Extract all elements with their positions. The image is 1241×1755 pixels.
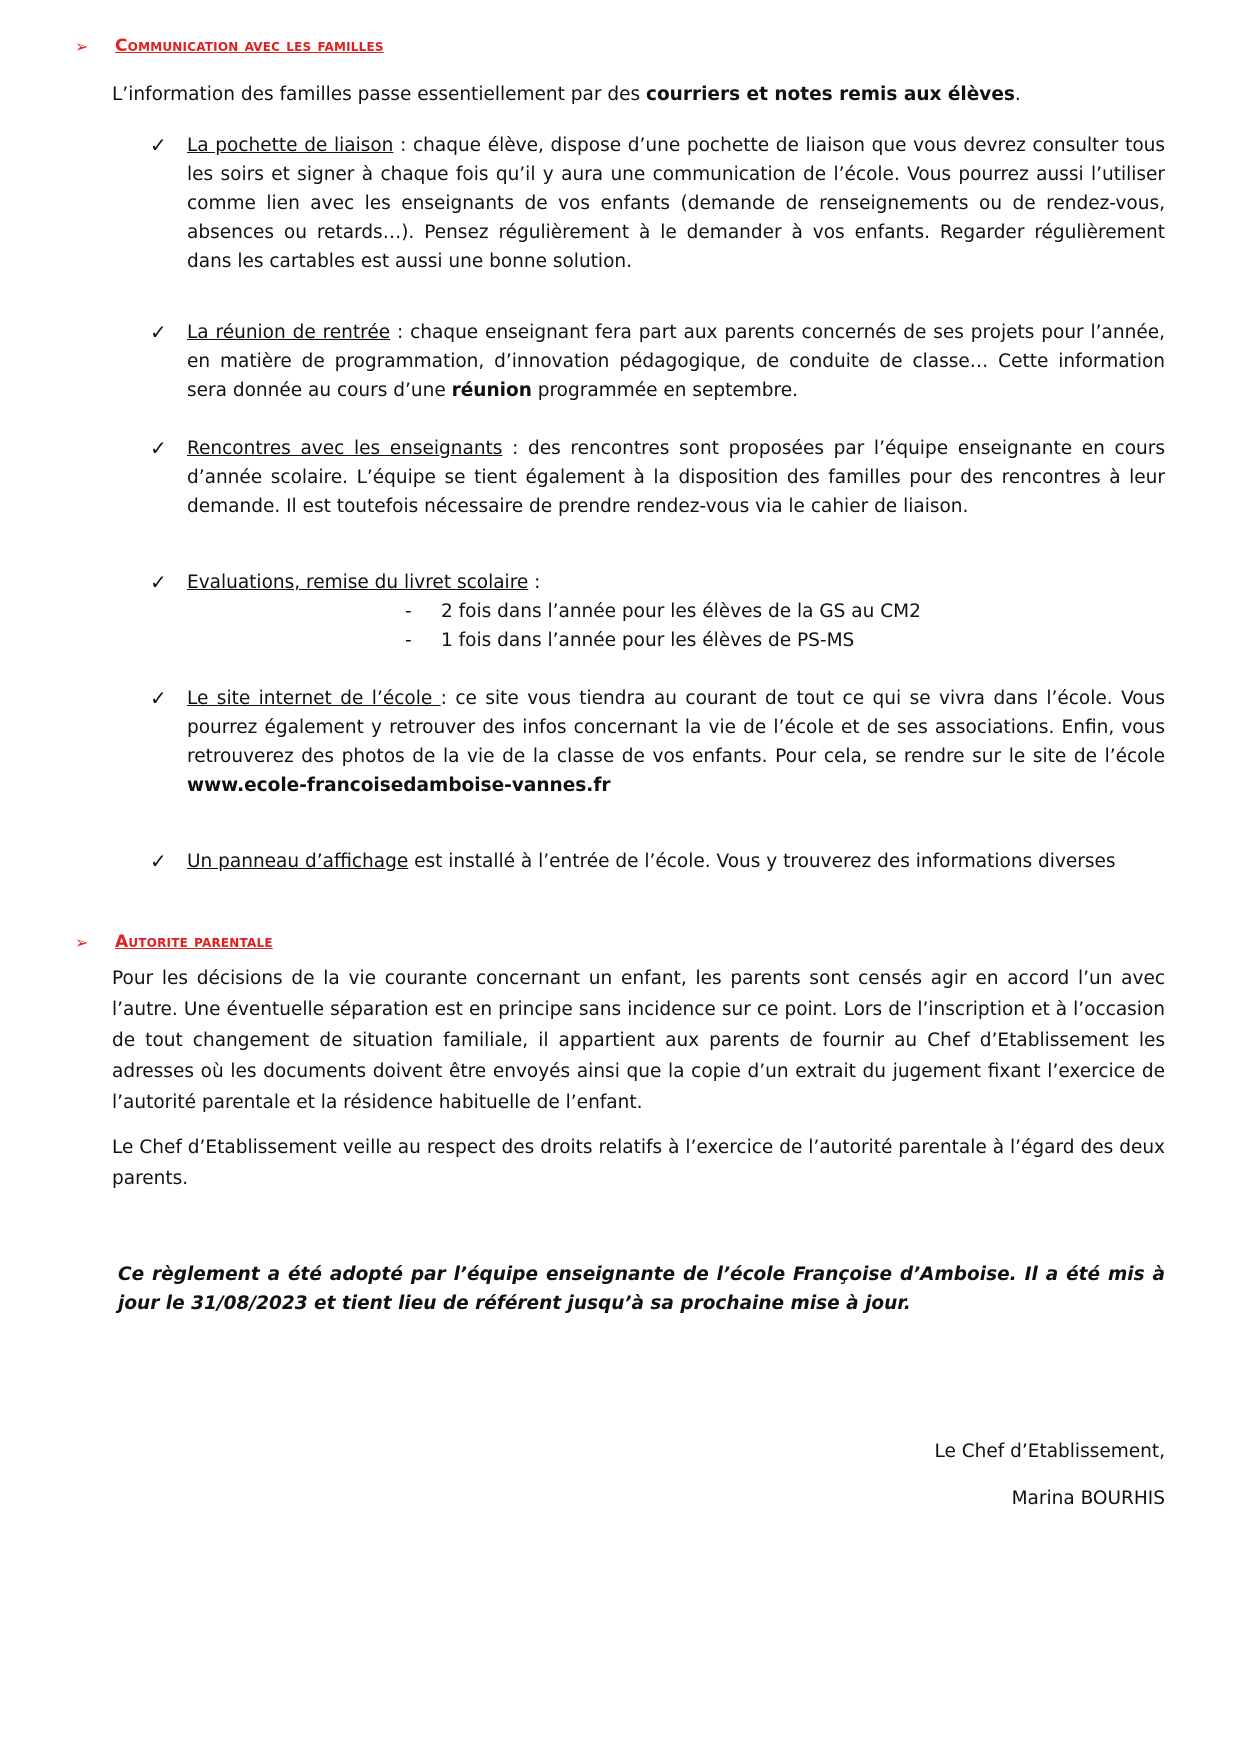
- bullet-text: [187, 434, 1165, 521]
- bullet-label: Le site internet de l’école: [187, 688, 441, 709]
- signature-name: Marina BOURHIS: [1011, 1488, 1165, 1509]
- list-item: [405, 597, 921, 626]
- checkmark-icon: ✓: [150, 320, 167, 344]
- bullet-body: : des rencontres sont proposées par l’équipe enseignante en cours d’année scolaire. L’équipe se tient également à la disposition des familles pour des rencontres à leur demande. Il est toutefois nécessaire de prendre rendez-vous via le cahier de liaison.: [187, 438, 1166, 517]
- closing-note: Ce règlement a été adopté par l’équipe enseignante de l’école Françoise d’Amboise. Il a été mis à jour le 31/08/2023 et tient lieu de référent jusqu’à sa prochaine mise à jour.: [118, 1264, 1165, 1314]
- list-item-text: 2 fois dans l’année pour les élèves de la GS au CM2: [441, 601, 921, 622]
- bullet-site: [150, 684, 1165, 800]
- bullet-pochette: [150, 131, 1165, 276]
- site-url[interactable]: www.ecole-francoisedamboise-vannes.fr: [187, 775, 611, 796]
- dash-icon: -: [405, 601, 412, 622]
- bullet-body: : chaque enseignant fera part aux parents concernés de ses projets pour l’année, en matière de programmation, d’innovation pédagogique, de conduite de classe… Cette information sera donnée au cours d’une: [187, 322, 1165, 401]
- bullet-label: La pochette de liaison: [187, 135, 394, 156]
- bullet-text: [187, 847, 1165, 876]
- intro-period: .: [1014, 84, 1021, 105]
- arrow-bullet-icon: ➢: [75, 933, 89, 952]
- intro-paragraph: [112, 80, 1021, 109]
- section-title: Autorite parentale: [115, 932, 273, 952]
- dash-icon: -: [405, 630, 412, 651]
- arrow-bullet-icon: ➢: [75, 37, 89, 56]
- bullet-body: : chaque élève, dispose d’une pochette de liaison que vous devrez consulter tous les soirs et signer à chaque fois qu’il y aura une communication de l’école. Vous pourrez aussi l’utiliser comme lien avec les enseignants de vos enfants (demande de renseignements ou de rendez-vous, absences ou retards…). Pensez régulièrement à le demander à vos enfants. Regarder régulièrement dans les cartables est aussi une bonne solution.: [187, 135, 1165, 272]
- bullet-body-end: programmée en septembre.: [531, 380, 798, 401]
- bullet-text: [187, 568, 1165, 597]
- bullet-text: [187, 131, 1165, 276]
- bullet-evaluations: [150, 568, 1165, 597]
- checkmark-icon: ✓: [150, 133, 167, 157]
- bullet-body: est installé à l’entrée de l’école. Vous y trouverez des informations diverses: [408, 851, 1116, 872]
- checkmark-icon: ✓: [150, 436, 167, 460]
- bullet-label: Un panneau d’affichage: [187, 851, 409, 872]
- intro-text: L’information des familles passe essentiellement par des: [112, 84, 646, 105]
- checkmark-icon: ✓: [150, 570, 167, 594]
- checkmark-icon: ✓: [150, 849, 167, 873]
- bullet-label: Rencontres avec les enseignants: [187, 438, 503, 459]
- bullet-panneau: [150, 847, 1165, 876]
- list-item: [405, 626, 854, 655]
- section-title: Communication avec les familles: [115, 36, 384, 56]
- bullet-body: :: [528, 572, 541, 593]
- bullet-body: : ce site vous tiendra au courant de tout ce qui se vivra dans l’école. Vous pourrez également y retrouver des infos concernant la vie de l’école et de ses associations. Enfin, vous retrouverez des photos de la vie de la classe de vos enfants. Pour cela, se rendre sur le site de l’école: [187, 688, 1165, 767]
- autorite-paragraph-2: Le Chef d’Etablissement veille au respect des droits relatifs à l’exercice de l’autorité parentale à l’égard des deux parents.: [112, 1137, 1165, 1189]
- section-header-autorite: [75, 928, 273, 957]
- bullet-rencontres: [150, 434, 1165, 521]
- bullet-label: Evaluations, remise du livret scolaire: [187, 572, 529, 593]
- bullet-bold: réunion: [451, 380, 532, 401]
- bullet-text: [187, 684, 1165, 800]
- autorite-paragraph-1: Pour les décisions de la vie courante concernant un enfant, les parents sont censés agir en accord l’un avec l’autre. Une éventuelle séparation est en principe sans incidence sur ce point. Lors de l’inscription et à l’occasion de tout changement de situation familiale, il appartient aux parents de fournir au Chef d’Etablissement les adresses où les documents doivent être envoyés ainsi que la copie d’un extrait du jugement fixant l’exercice de l’autorité parentale et la résidence habituelle de l’enfant.: [112, 968, 1165, 1113]
- list-item-text: 1 fois dans l’année pour les élèves de PS-MS: [441, 630, 855, 651]
- signature-role: Le Chef d’Etablissement,: [934, 1441, 1165, 1462]
- section-header-communication: [75, 32, 384, 61]
- bullet-text: [187, 318, 1165, 405]
- checkmark-icon: ✓: [150, 686, 167, 710]
- intro-bold-text: courriers et notes remis aux élèves: [645, 84, 1015, 105]
- bullet-label: La réunion de rentrée: [187, 322, 391, 343]
- bullet-reunion: [150, 318, 1165, 405]
